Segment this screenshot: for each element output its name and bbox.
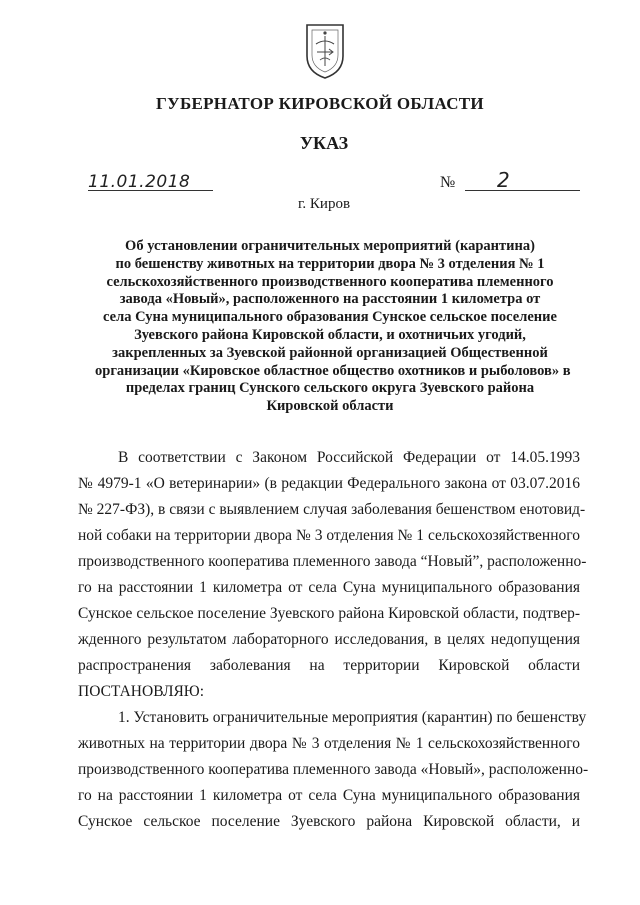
title-line: села Суна муниципального образования Сунское сельское поселение [103,309,557,326]
body-line: Сунское сельское поселение Зуевского района Кировской области, подтвер- [78,605,580,622]
number-sign: № [440,174,456,191]
city: г. Киров [297,196,351,212]
body-line: ПОСТАНОВЛЯЮ: [78,683,205,700]
body-line: № 4979-1 «О ветеринарии» (в редакции Федерального закона от 03.07.2016 [78,475,580,492]
body-line: производственного кооператива племенного завода «Новый», расположенно- [78,761,589,778]
title-line: по бешенству животных на территории двора № 3 отделения № 1 [115,255,545,272]
body-line: 1. Установить ограничительные мероприятия (карантин) по бешенству [118,709,587,726]
title-line: Об установлении ограничительных мероприятий (карантина) [125,238,535,254]
decree-title [95,238,571,416]
title-line: завода «Новый», расположенного на расстоянии 1 километра от [119,291,541,308]
body-line: производственного кооператива племенного завода “Новый”, расположенно- [78,553,587,570]
title-line: Зуевского района Кировской области, и охотничьих угодий, [134,326,526,343]
authority-title: ГУБЕРНАТОР КИРОВСКОЙ ОБЛАСТИ [156,94,484,113]
title-line: Кировской области [266,398,394,415]
body-line: животных на территории двора № 3 отделения № 1 сельскохозяйственного [78,735,580,752]
body-line: Сунское сельское поселение Зуевского района Кировской области, и [78,813,580,830]
body-line: распространения заболевания на территории Кировской области [78,657,580,674]
body-line: го на расстоянии 1 километра от села Суна муниципального образования [78,579,580,596]
body-line: В соответствии с Законом Российской Федерации от 14.05.1993 [118,449,580,466]
document-type: УКАЗ [299,133,349,153]
date-underline [88,190,213,191]
body-line: жденного результатом лабораторного исследования, в целях недопущения [78,631,580,648]
title-line: сельскохозяйственного производственного кооператива племенного [106,273,554,290]
number-underline [465,190,580,191]
title-line: организации «Кировское областное общество охотников и рыболовов» в [95,362,571,379]
kirov-oblast-coat-of-arms-icon [303,22,347,80]
title-line: пределах границ Сунского сельского округа Зуевского района [125,380,535,397]
body-line: го на расстоянии 1 километра от села Суна муниципального образования [78,787,580,804]
decree-date: 11.01.2018 [88,172,191,192]
body-line: № 227-ФЗ), в связи с выявлением случая заболевания бешенством енотовид- [78,501,586,518]
title-line: закрепленных за Зуевской районной организацией Общественной [112,344,548,361]
body-line: ной собаки на территории двора № 3 отделения № 1 сельскохозяйственного [78,527,580,544]
decree-number: 2 [497,168,510,192]
